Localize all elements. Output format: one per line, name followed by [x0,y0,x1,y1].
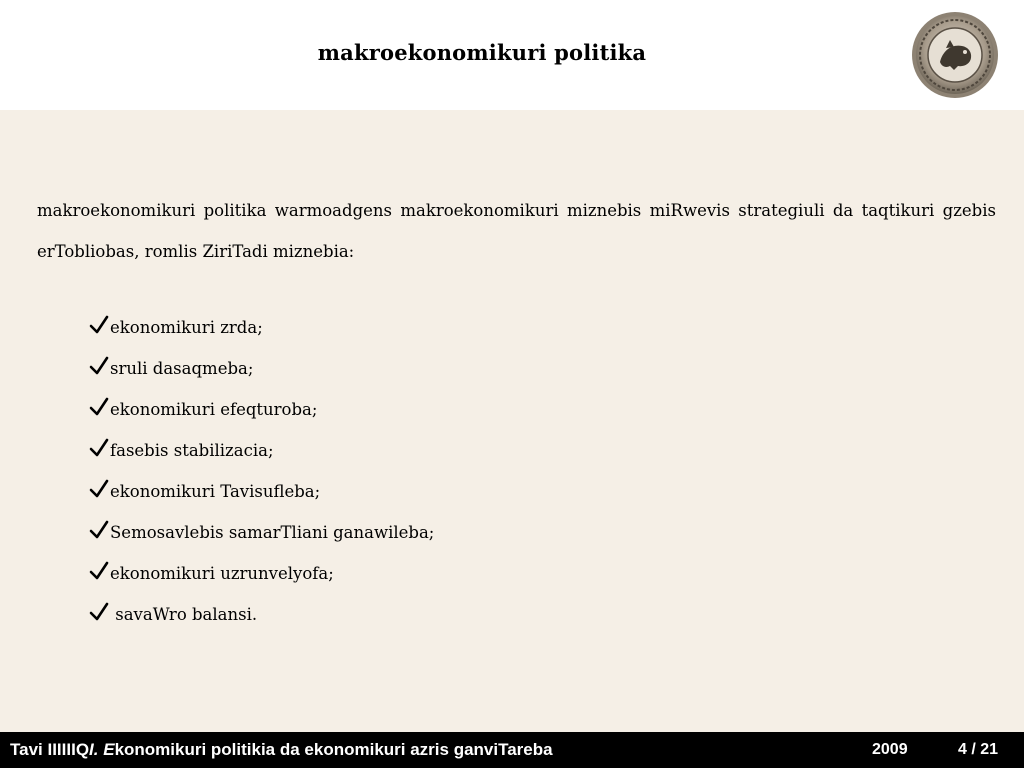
goal-label: fasebis stabilizacia; [110,441,274,460]
goal-item [89,430,434,471]
goal-label: ekonomikuri uzrunvelyofa; [110,564,334,583]
checkmark-icon [89,438,109,458]
footer-prefix: Tavi IIIIIIQ [10,740,90,759]
slide-title: makroekonomikuri politika [317,40,647,65]
goal-item [89,471,434,512]
goal-item [89,512,434,553]
goal-item [89,348,434,389]
slide-body [0,110,1024,732]
goal-item [89,307,434,348]
goal-label: ekonomikuri zrda; [110,318,263,337]
goal-item [89,389,434,430]
checkmark-icon [89,602,109,622]
goal-label: ekonomikuri efeqturoba; [110,400,318,419]
checkmark-icon [89,561,109,581]
checkmark-icon [89,479,109,499]
checkmark-icon [89,315,109,335]
goal-label: ekonomikuri Tavisufleba; [110,482,321,501]
checkmark-icon [89,397,109,417]
footer-rest: konomikuri politikia da ekonomikuri azris ganviTareba [114,740,553,759]
footer-italic: I. E [89,740,115,759]
goal-label: savaWro balansi. [110,605,258,624]
footer-bar [0,732,1024,768]
slide-header [0,0,1024,110]
footer-year: 2009 [872,741,908,758]
checkmark-icon [89,356,109,376]
goals-list [89,307,434,635]
page-number: 4 / 21 [958,741,999,758]
goal-item [89,553,434,594]
footer-chapter-title [10,740,553,760]
checkmark-icon [89,520,109,540]
university-seal-icon [910,10,1000,100]
goal-label: Semosavlebis samarTliani ganawileba; [110,523,435,542]
goal-item [89,594,434,635]
intro-paragraph: makroekonomikuri politika warmoadgens makroekonomikuri miznebis miRwevis strategiuli da taqtikuri gzebis erTobliobas, romlis ZiriTadi miznebia: [37,201,996,261]
goal-label: sruli dasaqmeba; [110,359,254,378]
